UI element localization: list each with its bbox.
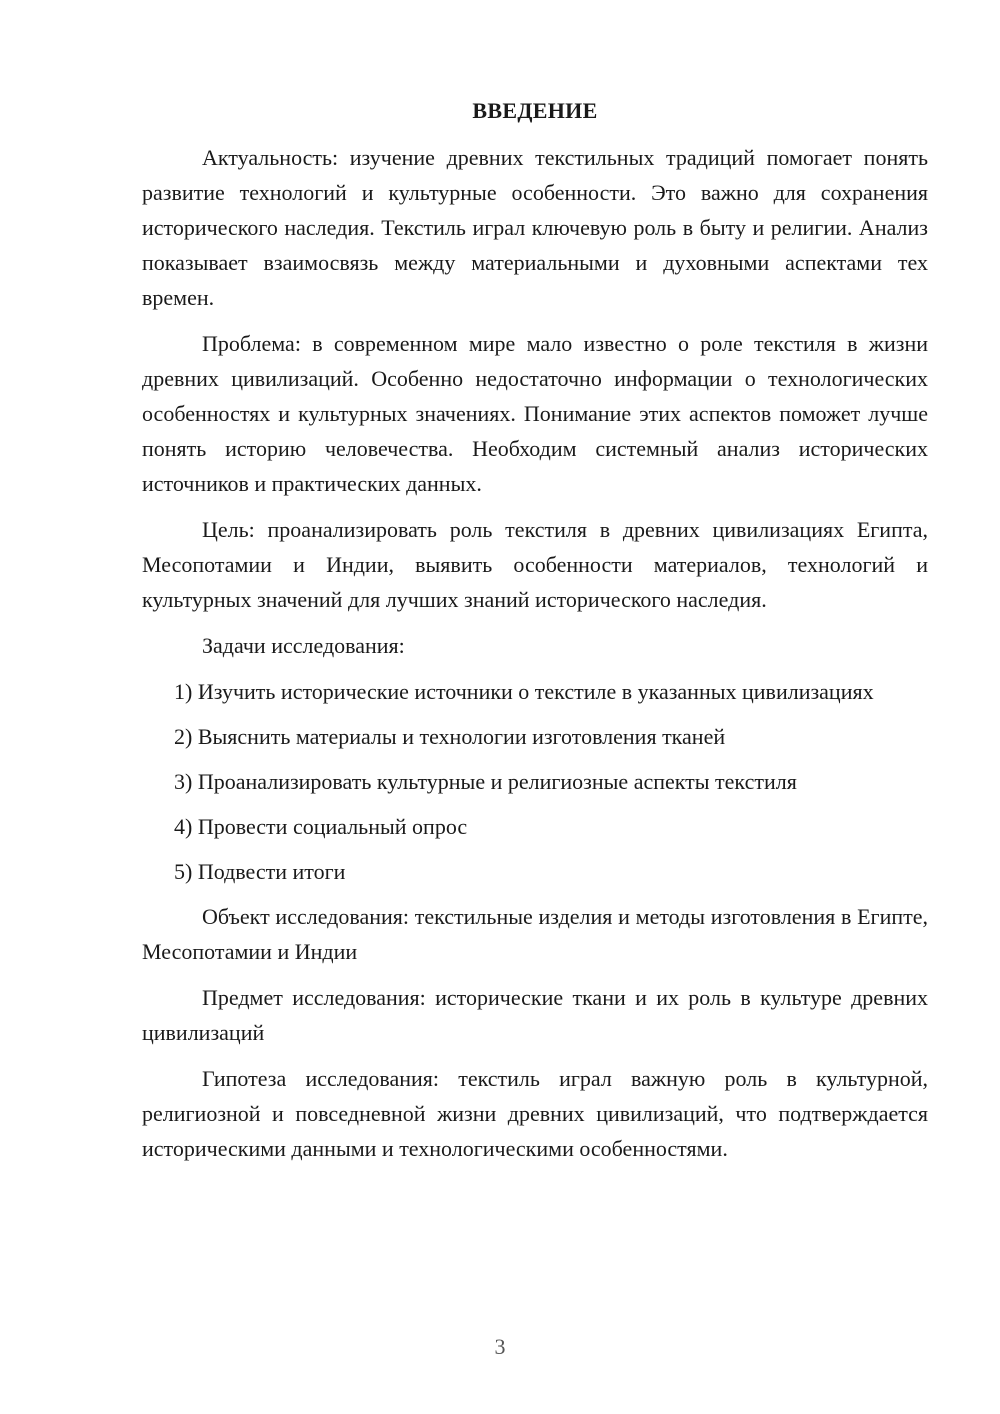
tasks-intro: Задачи исследования: xyxy=(202,633,405,658)
task-item-5: 5) Подвести итоги xyxy=(174,859,346,884)
task-item-4: 4) Провести социальный опрос xyxy=(174,814,468,839)
task-item-1: 1) Изучить исторические источники о текстиле в указанных цивилизациях xyxy=(174,679,874,704)
document-heading: ВВЕДЕНИЕ xyxy=(472,98,598,123)
relevance-paragraph: Актуальность: изучение древних текстильных традиций помогает понять развитие технологий и культурные особенности. Это важно для сохранения исторического наследия. Текстиль играл ключевую роль в быту и религии. Анализ показывает взаимосвязь между материальными и духовными аспектами тех времен. xyxy=(142,145,928,310)
document-page xyxy=(142,96,928,1177)
page-number: 3 xyxy=(494,1334,506,1359)
object-paragraph: Объект исследования: текстильные изделия и методы изготовления в Египте, Месопотамии и Индии xyxy=(142,904,928,964)
subject-paragraph: Предмет исследования: исторические ткани и их роль в культуре древних цивилизаций xyxy=(142,985,928,1045)
task-item-3: 3) Проанализировать культурные и религиозные аспекты текстиля xyxy=(174,769,797,794)
hypothesis-paragraph: Гипотеза исследования: текстиль играл важную роль в культурной, религиозной и повседневной жизни древних цивилизаций, что подтверждается историческими данными и технологическими особенностями. xyxy=(142,1066,928,1161)
task-item-2: 2) Выяснить материалы и технологии изготовления тканей xyxy=(174,724,726,749)
goal-paragraph: Цель: проанализировать роль текстиля в древних цивилизациях Египта, Месопотамии и Индии, выявить особенности материалов, технологий и культурных значений для лучших знаний исторического наследия. xyxy=(142,517,928,612)
tasks-list xyxy=(142,674,928,889)
problem-paragraph: Проблема: в современном мире мало известно о роле текстиля в жизни древних цивилизаций. Особенно недостаточно информации о технологических особенностях и культурных значениях. Понимание этих аспектов поможет лучше понять историю человечества. Необходим системный анализ исторических источников и практических данных. xyxy=(142,331,928,496)
